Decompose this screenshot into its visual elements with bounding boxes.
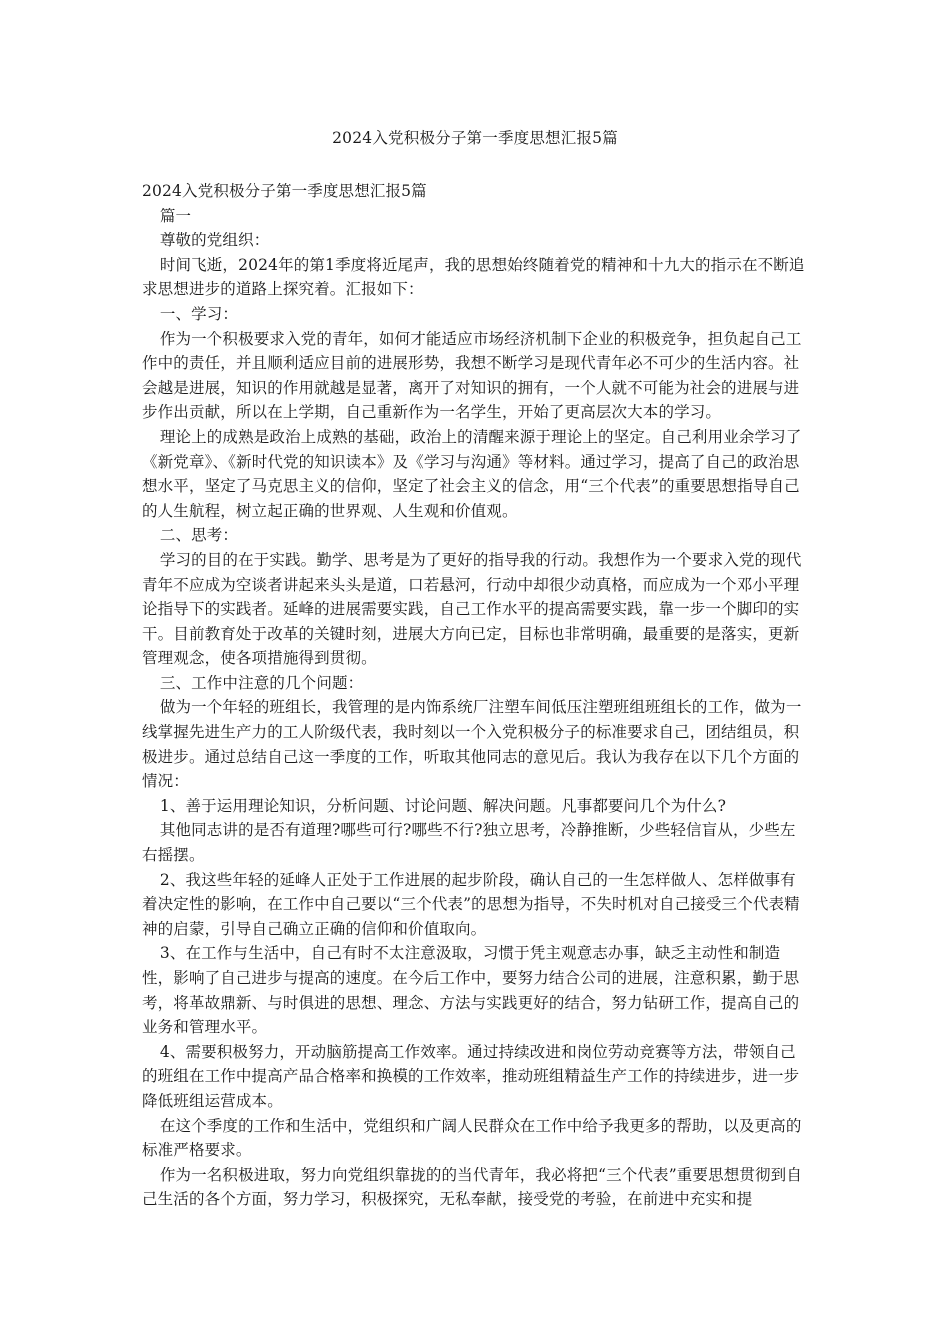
- section-heading: 三、工作中注意的几个问题：: [159, 673, 364, 692]
- list-item: 4、需要积极努力，开动脑筋提高工作效率。通过持续改进和岗位劳动竞赛等方法，带领自己的班组在工作中提高产品合格率和换模的工作效率，推动班组精益生产工作的持续进步，进一步降低班组运营成本。: [142, 1042, 800, 1110]
- section-label: 篇一: [159, 206, 192, 225]
- document-title: 2024入党积极分子第一季度思想汇报5篇: [332, 129, 618, 147]
- salutation: 尊敬的党组织：: [159, 231, 270, 250]
- list-item: 1、善于运用理论知识，分析问题、讨论问题、解决问题。凡事都要问几个为什么?: [159, 796, 727, 815]
- paragraph: 时间飞逝，2024年的第1季度将近尾声，我的思想始终随着党的精神和十九大的指示在不断追求思想进步的道路上探究着。汇报如下：: [142, 255, 805, 299]
- section-heading: 一、学习：: [159, 304, 239, 323]
- paragraph: 其他同志讲的是否有道理?哪些可行?哪些不行?独立思考，冷静推断，少些轻信盲从，少些左右摇摆。: [142, 821, 796, 865]
- paragraph: 做为一个年轻的班组长，我管理的是内饰系统厂注塑车间低压注塑班组班组长的工作，做为一线掌握先进生产力的工人阶级代表，我时刻以一个入党积极分子的标准要求自己，团结组员，积极进步。通过总结自己这一季度的工作，听取其他同志的意见后。我认为我存在以下几个方面的情况：: [142, 698, 802, 791]
- paragraph: 作为一个积极要求入党的青年，如何才能适应市场经济机制下企业的积极竞争，担负起自己工作中的责任，并且顺利适应目前的进展形势，我想不断学习是现代青年必不可少的生活内容。社会越是进展，知识的作用就越是显著，离开了对知识的拥有，一个人就不可能为社会的进展与进步作出贡献，所以在上学期，自己重新作为一名学生，开始了更高层次大本的学习。: [142, 329, 802, 422]
- paragraph: 理论上的成熟是政治上成熟的基础，政治上的清醒来源于理论上的坚定。自己利用业余学习了《新党章》、《新时代党的知识读本》及《学习与沟通》等材料。通过学习，提高了自己的政治思想水平，坚定了马克思主义的信仰，坚定了社会主义的信念，用“三个代表”的重要思想指导自己的人生航程，树立起正确的世界观、人生观和价值观。: [142, 427, 802, 520]
- section-heading: 二、思考：: [159, 526, 239, 545]
- paragraph: 在这个季度的工作和生活中，党组织和广阔人民群众在工作中给予我更多的帮助，以及更高的标准严格要求。: [142, 1116, 802, 1160]
- list-item: 3、在工作与生活中，自己有时不太注意汲取，习惯于凭主观意志办事，缺乏主动性和制造性，影响了自己进步与提高的速度。在今后工作中，要努力结合公司的进展，注意积累，勤于思考，将革故鼎新、与时俱进的思想、理念、方法与实践更好的结合，努力钻研工作，提高自己的业务和管理水平。: [142, 944, 800, 1037]
- list-item: 2、我这些年轻的延峰人正处于工作进展的起步阶段，确认自己的一生怎样做人、怎样做事有着决定性的影响，在工作中自己要以“三个代表”的思想为指导，不失时机对自己接受三个代表精神的启蒙，引导自己确立正确的信仰和价值取向。: [142, 870, 800, 938]
- paragraph: 作为一名积极进取，努力向党组织靠拢的的当代青年，我必将把“三个代表”重要思想贯彻到自己生活的各个方面，努力学习，积极探究，无私奉献，接受党的考验，在前进中充实和提: [142, 1165, 802, 1209]
- document-body: [142, 179, 807, 1212]
- body-heading: 2024入党积极分子第一季度思想汇报5篇: [142, 182, 427, 200]
- paragraph: 学习的目的在于实践。勤学、思考是为了更好的指导我的行动。我想作为一个要求入党的现代青年不应成为空谈者讲起来头头是道，口若悬河，行动中却很少动真格，而应成为一个邓小平理论指导下的实践者。延峰的进展需要实践，自己工作水平的提高需要实践，靠一步一个脚印的实干。目前教育处于改革的关键时刻，进展大方向已定，目标也非常明确，最重要的是落实，更新管理观念，使各项措施得到贯彻。: [142, 550, 802, 668]
